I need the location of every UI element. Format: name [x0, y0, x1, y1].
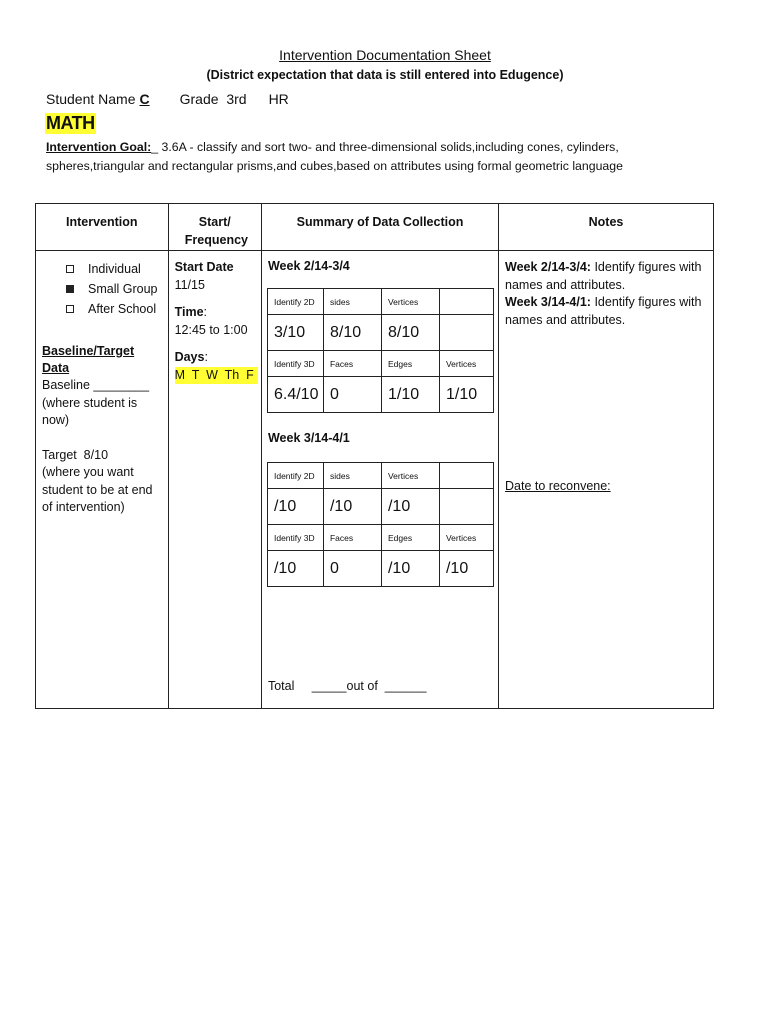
grid-value: 3/10	[267, 315, 323, 351]
grid-value: /10	[381, 489, 439, 525]
baseline-target-heading: Baseline/Target Data	[42, 344, 135, 375]
week-1-label: Week 2/14-3/4	[267, 259, 350, 273]
date-to-reconvene: Date to reconvene:	[505, 479, 611, 493]
grid-label: Faces	[323, 525, 381, 551]
grid-value: 8/10	[381, 315, 439, 351]
grid-label: Identify 2D	[267, 289, 323, 315]
subject-heading: MATH	[46, 113, 95, 133]
notes-entries	[505, 259, 713, 329]
checkbox-after-school[interactable]	[66, 305, 74, 313]
intervention-table	[35, 203, 714, 709]
grid-value: /10	[267, 551, 323, 587]
goal-text: _ 3.6A - classify and sort two- and three-dimensional solids,including cones, cylinders, spheres,triangular and rectangular prisms,and cubes,based on attributes using formal geometric language	[46, 140, 623, 173]
page-subtitle: (District expectation that data is still entered into Edugence)	[206, 68, 564, 82]
week-2-label: Week 3/14-4/1	[267, 431, 350, 445]
grid-label: Vertices	[381, 463, 439, 489]
option-label: Individual	[88, 262, 141, 276]
grid-label	[439, 289, 493, 315]
grid-value: 1/10	[439, 377, 493, 413]
grid-label: sides	[323, 289, 381, 315]
grid-label: Vertices	[439, 525, 493, 551]
frequency-cell	[168, 251, 261, 709]
week-2-grid	[267, 462, 494, 587]
grid-value	[439, 315, 493, 351]
grid-label: Identify 3D	[267, 351, 323, 377]
option-label: Small Group	[88, 282, 158, 296]
goal-label: Intervention Goal:	[46, 140, 152, 154]
grid-value: 6.4/10	[267, 377, 323, 413]
grid-value	[439, 489, 493, 525]
grid-label: sides	[323, 463, 381, 489]
baseline-line: Baseline ________	[42, 378, 150, 392]
time-label-line: Time:	[174, 305, 208, 319]
days-value: M T W Th F	[175, 367, 261, 385]
start-date-value: 11/15	[174, 277, 205, 292]
grade-label: Grade	[179, 91, 219, 107]
grid-label: Edges	[381, 351, 439, 377]
hr-label: HR	[268, 91, 289, 107]
note-entry: Week 2/14-3/4: Identify figures with names and attributes.	[505, 260, 702, 292]
target-note: (where you want student to be at end of intervention)	[42, 465, 153, 514]
option-label: After School	[88, 302, 157, 316]
note-entry: Week 3/14-4/1: Identify figures with names and attributes.	[505, 295, 702, 327]
grade-value: 3rd	[226, 91, 247, 107]
notes-cell	[499, 251, 714, 709]
days-label-line: Days:	[174, 350, 208, 364]
checkbox-individual[interactable]	[66, 265, 74, 273]
grid-value: /10	[381, 551, 439, 587]
time-value: 12:45 to 1:00	[174, 322, 248, 337]
student-name-value: C	[139, 91, 150, 107]
student-info-line	[46, 91, 289, 107]
header-intervention: Intervention	[36, 204, 169, 251]
intervention-goal	[46, 138, 706, 176]
intervention-cell	[36, 251, 169, 709]
grid-label: Identify 3D	[267, 525, 323, 551]
grid-label: Vertices	[381, 289, 439, 315]
grid-label: Faces	[323, 351, 381, 377]
header-notes: Notes	[499, 204, 714, 251]
header-frequency: Start/ Frequency	[168, 204, 261, 251]
grid-value: 0	[323, 551, 381, 587]
total-line: Total _____out of ______	[267, 679, 427, 693]
grid-value: /10	[439, 551, 493, 587]
baseline-note: (where student is now)	[42, 395, 138, 427]
summary-cell	[261, 251, 498, 709]
grid-value: 8/10	[323, 315, 381, 351]
checkbox-small-group[interactable]	[66, 285, 74, 293]
option-individual[interactable]	[66, 259, 168, 279]
target-line: Target 8/10	[42, 447, 109, 462]
grid-value: 0	[323, 377, 381, 413]
option-after-school[interactable]	[66, 299, 168, 319]
week-1-grid	[267, 288, 494, 413]
page-title: Intervention Documentation Sheet	[279, 47, 491, 63]
table-header-row	[36, 204, 714, 251]
student-name-label: Student Name	[46, 91, 136, 107]
grid-value: /10	[267, 489, 323, 525]
grid-value: /10	[323, 489, 381, 525]
grid-label: Vertices	[439, 351, 493, 377]
grid-label: Identify 2D	[267, 463, 323, 489]
grid-value: 1/10	[381, 377, 439, 413]
start-date-label: Start Date	[174, 260, 234, 274]
table-body-row	[36, 251, 714, 709]
grid-label	[439, 463, 493, 489]
option-small-group[interactable]	[66, 279, 168, 299]
grid-label: Edges	[381, 525, 439, 551]
header-summary: Summary of Data Collection	[261, 204, 498, 251]
